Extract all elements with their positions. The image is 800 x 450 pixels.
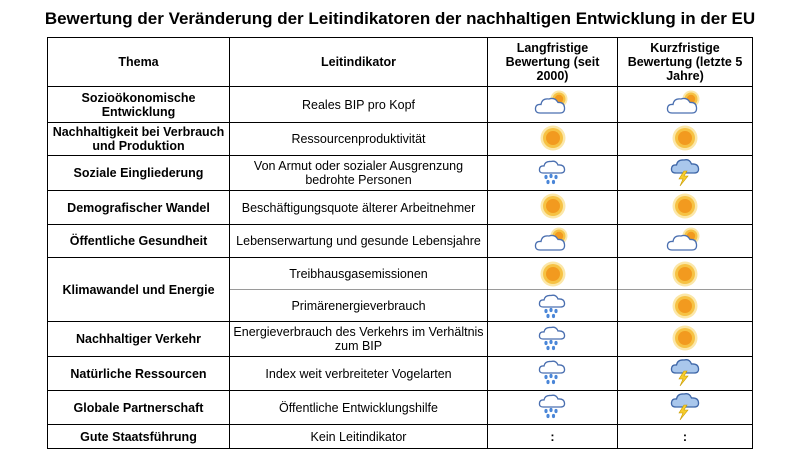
sun-cloud-icon bbox=[666, 227, 704, 253]
sun-icon bbox=[671, 324, 699, 352]
row-thema: Soziale Eingliederung bbox=[48, 156, 230, 191]
row-indicator: Ressourcenproduktivität bbox=[230, 123, 488, 156]
table-row bbox=[48, 391, 753, 425]
rain-cloud-icon bbox=[538, 358, 568, 386]
row-thema: Gute Staatsführung bbox=[48, 425, 230, 449]
no-assessment-marker: : bbox=[488, 425, 618, 449]
row-thema: Demografischer Wandel bbox=[48, 191, 230, 225]
sun-cloud-icon bbox=[666, 90, 704, 116]
row-thema: Nachhaltiger Verkehr bbox=[48, 322, 230, 357]
row-indicator: Primärenergieverbrauch bbox=[291, 298, 426, 313]
table-row bbox=[48, 357, 753, 391]
table-row bbox=[48, 191, 753, 225]
table-row bbox=[48, 425, 753, 449]
row-thema: Nachhaltigkeit bei Verbrauch und Produktion bbox=[48, 123, 230, 156]
row-indicator: Treibhausgasemissionen bbox=[230, 258, 487, 290]
storm-cloud-icon bbox=[670, 391, 700, 421]
no-assessment-marker: : bbox=[618, 425, 753, 449]
table-row bbox=[48, 156, 753, 191]
table-row bbox=[48, 322, 753, 357]
sun-icon bbox=[539, 192, 567, 220]
sun-icon bbox=[539, 260, 567, 288]
row-indicator: Reales BIP pro Kopf bbox=[230, 87, 488, 123]
rain-cloud-icon bbox=[538, 324, 568, 352]
rain-cloud-icon bbox=[538, 292, 568, 320]
row-indicator: Index weit verbreiteter Vogelarten bbox=[230, 357, 488, 391]
row-thema: Globale Partnerschaft bbox=[48, 391, 230, 425]
page-title: Bewertung der Veränderung der Leitindikatoren der nachhaltigen Entwicklung in der EU bbox=[44, 9, 756, 28]
row-indicator: Lebenserwartung und gesunde Lebensjahre bbox=[230, 225, 488, 258]
rain-cloud-icon bbox=[538, 392, 568, 420]
row-thema: Klimawandel und Energie bbox=[48, 258, 230, 322]
storm-cloud-icon bbox=[670, 357, 700, 387]
sun-icon bbox=[671, 124, 699, 152]
header-thema: Thema bbox=[48, 38, 230, 87]
table-row bbox=[48, 87, 753, 123]
row-thema: Öffentliche Gesundheit bbox=[48, 225, 230, 258]
sun-cloud-icon bbox=[534, 227, 572, 253]
sun-icon bbox=[671, 192, 699, 220]
sun-icon bbox=[539, 124, 567, 152]
table-row bbox=[48, 123, 753, 156]
header-kurzfristig: Kurzfristige Bewertung (letzte 5 Jahre) bbox=[618, 38, 753, 87]
indicator-table bbox=[47, 37, 753, 449]
row-indicator: Kein Leitindikator bbox=[230, 425, 488, 449]
sun-icon bbox=[671, 292, 699, 320]
row-thema: Natürliche Ressourcen bbox=[48, 357, 230, 391]
header-langfristig: Langfristige Bewertung (seit 2000) bbox=[488, 38, 618, 87]
row-indicator: Von Armut oder sozialer Ausgrenzung bedrohte Personen bbox=[230, 156, 488, 191]
header-leitindikator: Leitindikator bbox=[230, 38, 488, 87]
sun-cloud-icon bbox=[534, 90, 572, 116]
row-thema: Sozioökonomische Entwicklung bbox=[48, 87, 230, 123]
row-indicator: Öffentliche Entwicklungshilfe bbox=[230, 391, 488, 425]
sun-icon bbox=[671, 260, 699, 288]
table-row bbox=[48, 225, 753, 258]
row-indicator: Energieverbrauch des Verkehrs im Verhältnis zum BIP bbox=[230, 322, 488, 357]
row-indicator: Beschäftigungsquote älterer Arbeitnehmer bbox=[230, 191, 488, 225]
rain-cloud-icon bbox=[538, 158, 568, 186]
storm-cloud-icon bbox=[670, 157, 700, 187]
table-row bbox=[48, 258, 753, 322]
